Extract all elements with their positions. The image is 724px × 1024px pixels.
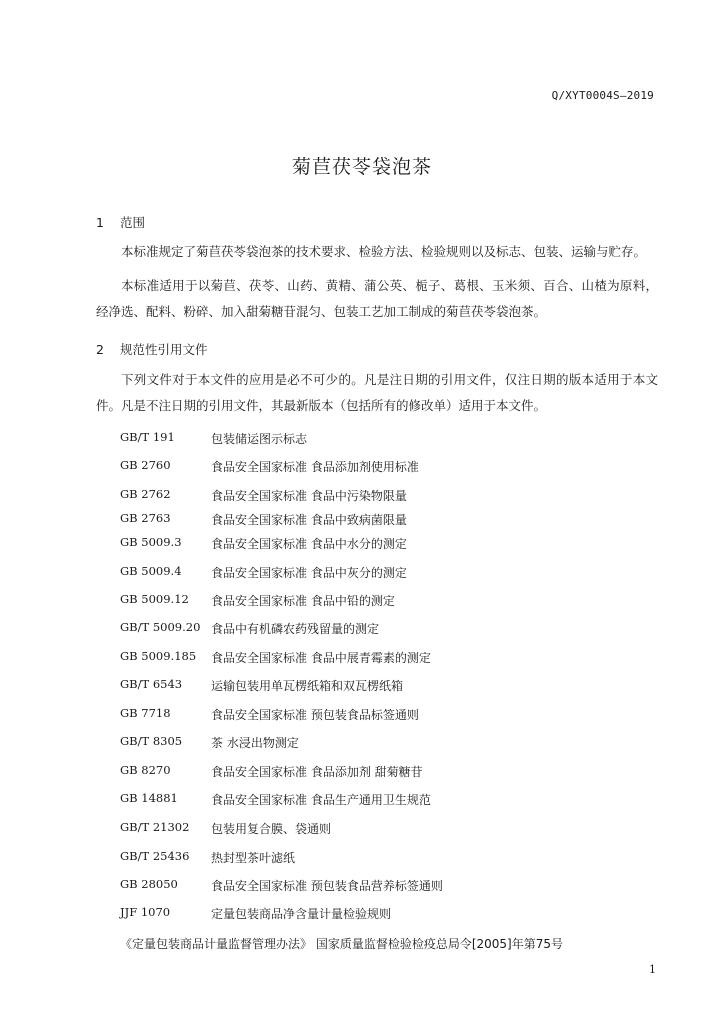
reference-title: 食品安全国家标准 食品中铅的测定 [211, 594, 395, 608]
section-number: 1 [96, 215, 104, 230]
reference-title: 食品中有机磷农药残留量的测定 [211, 622, 380, 636]
reference-row [120, 620, 379, 637]
reference-code: GB/T 21302 [120, 820, 190, 834]
reference-row [120, 535, 407, 552]
reference-row [120, 877, 443, 894]
section-heading-normative-references [96, 340, 208, 358]
reference-code: GB 2762 [120, 487, 171, 501]
reference-code: GB 2760 [120, 458, 171, 472]
reference-code: GB 28050 [120, 877, 178, 891]
reference-code: GB 5009.185 [120, 649, 197, 663]
reference-code: GB 5009.3 [120, 535, 182, 549]
reference-code: GB 5009.4 [120, 564, 182, 578]
reference-row [120, 677, 403, 694]
section-title: 范围 [119, 215, 145, 230]
scope-paragraph-2: 本标准适用于以菊苣、茯苓、山药、黄精、蒲公英、栀子、葛根、玉米须、百合、山楂为原料，经净选、配料、粉碎、加入甜菊糖苷混匀、包装工艺加工制成的菊苣茯苓袋泡茶。 [96, 278, 658, 319]
reference-row [120, 592, 395, 609]
reference-title: 食品安全国家标准 食品生产通用卫生规范 [211, 793, 431, 807]
reference-row [120, 763, 423, 780]
reference-row [120, 458, 419, 475]
reference-row [120, 511, 407, 528]
reference-title: 运输包装用单瓦楞纸箱和双瓦楞纸箱 [211, 679, 404, 693]
reference-row [120, 430, 307, 447]
section-heading-scope [96, 213, 145, 231]
reference-row [120, 487, 407, 504]
reference-title: 食品安全国家标准 食品中展青霉素的测定 [211, 651, 431, 665]
reference-title: 定量包装商品净含量计量检验规则 [211, 907, 392, 921]
document-title: 菊苣茯苓袋泡茶 [291, 156, 432, 178]
standard-code: Q/XYT0004S—2019 [551, 89, 654, 102]
reference-row [120, 564, 407, 581]
reference-row [120, 849, 295, 866]
reference-row [120, 820, 331, 837]
scope-paragraph-1: 本标准规定了菊苣茯苓袋泡茶的技术要求、检验方法、检验规则以及标志、包装、运输与贮存。 [121, 244, 647, 259]
reference-code: GB 8270 [120, 763, 171, 777]
reference-title: 食品安全国家标准 预包装食品营养标签通则 [211, 879, 443, 893]
section-number: 2 [96, 342, 104, 357]
reference-code: GB 14881 [120, 791, 178, 805]
reference-code: GB/T 25436 [120, 849, 190, 863]
reference-title: 食品安全国家标准 预包装食品标签通则 [211, 708, 419, 722]
reference-code: JJF 1070 [120, 905, 171, 919]
reference-title: 热封型茶叶滤纸 [211, 851, 296, 865]
reference-title: 食品安全国家标准 食品中水分的测定 [211, 537, 407, 551]
reference-row [120, 706, 419, 723]
reference-row [120, 791, 431, 808]
reference-title: 茶 水浸出物测定 [211, 736, 299, 750]
reference-row [120, 734, 299, 751]
reference-title: 食品安全国家标准 食品中灰分的测定 [211, 566, 407, 580]
reference-code: GB/T 6543 [120, 677, 183, 691]
reference-title: 食品安全国家标准 食品中致病菌限量 [211, 513, 407, 527]
reference-row [120, 905, 391, 922]
page-number: 1 [649, 963, 656, 976]
reference-code: GB 2763 [120, 511, 171, 525]
reference-code: GB/T 8305 [120, 734, 183, 748]
reference-title: 包装储运图示标志 [211, 432, 308, 446]
reference-code: GB/T 191 [120, 430, 175, 444]
reference-code: GB 7718 [120, 706, 171, 720]
reference-title: 食品安全国家标准 食品添加剂使用标准 [211, 460, 419, 474]
reference-title: 食品安全国家标准 食品中污染物限量 [211, 489, 407, 503]
reference-code: GB/T 5009.20 [120, 620, 201, 634]
reference-title: 包装用复合膜、袋通则 [211, 822, 332, 836]
regulation-reference: 《定量包装商品计量监督管理办法》 国家质量监督检验检疫总局令[2005]年第75号 [120, 937, 563, 951]
references-intro-paragraph: 下列文件对于本文件的应用是必不可少的。凡是注日期的引用文件，仅注日期的版本适用于本文件。凡是不注日期的引用文件，其最新版本（包括所有的修改单）适用于本文件。 [96, 372, 658, 413]
reference-title: 食品安全国家标准 食品添加剂 甜菊糖苷 [211, 765, 423, 779]
reference-code: GB 5009.12 [120, 592, 189, 606]
section-title: 规范性引用文件 [119, 342, 208, 357]
reference-row [120, 649, 431, 666]
